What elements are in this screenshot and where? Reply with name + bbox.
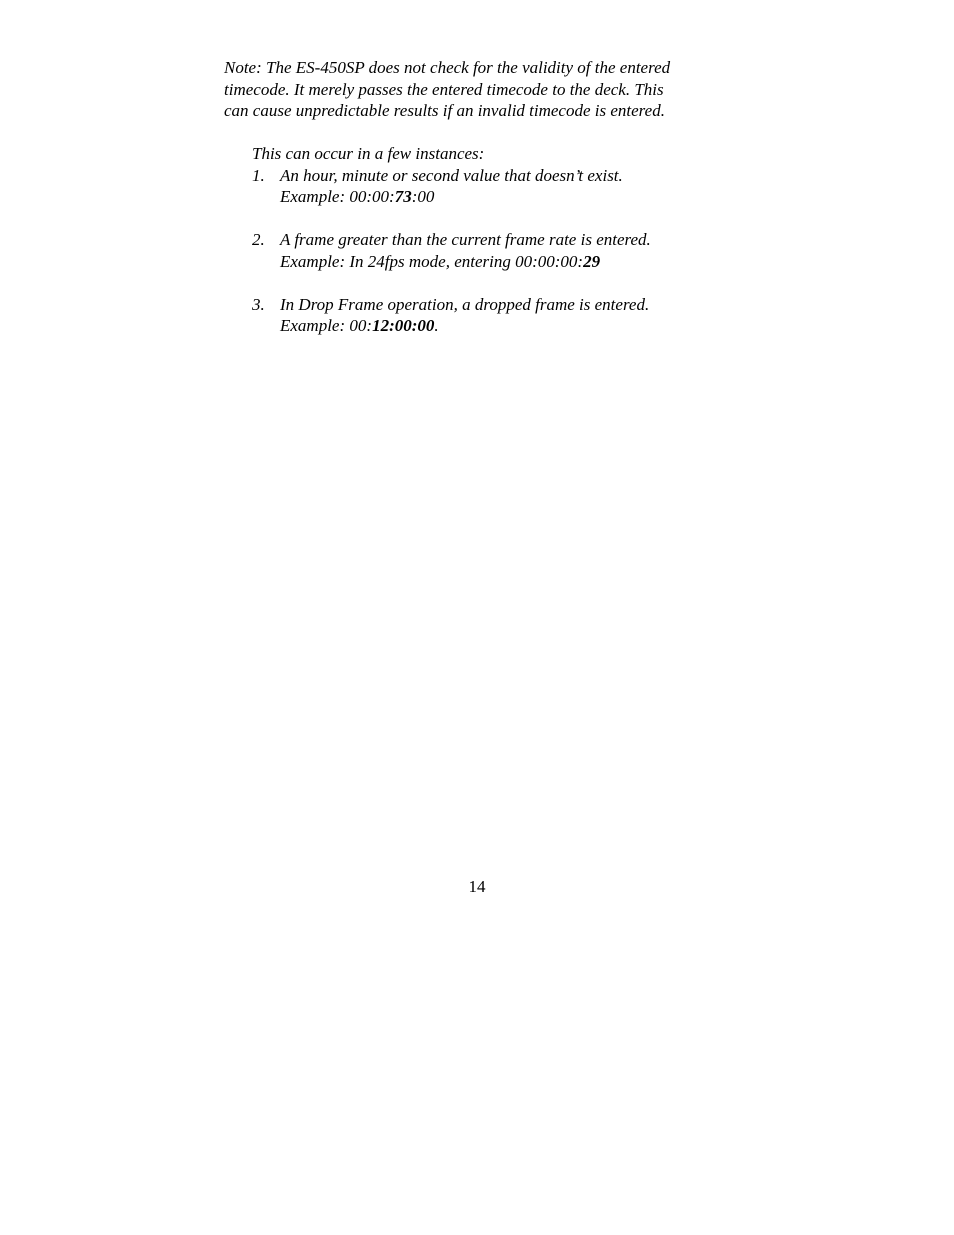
page-number: 14	[468, 877, 486, 896]
note-line: timecode. It merely passes the entered timecode to the deck. This	[224, 79, 664, 99]
list-item-example	[280, 315, 772, 337]
example-prefix: Example: 00:00:	[280, 187, 395, 206]
list-item	[252, 165, 772, 208]
list-item-example	[280, 251, 772, 273]
example-suffix: :00	[411, 187, 435, 206]
list-item-text: An hour, minute or second value that doesn’t exist.	[280, 165, 623, 185]
example-highlight: 12:00:00	[372, 316, 435, 335]
list-item	[252, 294, 772, 337]
list-item-number: 3.	[252, 294, 265, 314]
list-item-text: In Drop Frame operation, a dropped frame is entered.	[280, 294, 650, 314]
instances-intro: This can occur in a few instances:	[252, 144, 485, 163]
example-highlight: 29	[583, 251, 601, 271]
note-line: Note: The ES-450SP does not check for the validity of the entered	[224, 58, 671, 77]
list-item-number: 1.	[252, 165, 265, 185]
example-prefix: Example: 00:	[280, 316, 373, 335]
note-paragraph	[224, 57, 744, 122]
example-highlight: 73	[394, 187, 412, 206]
list-item-text: A frame greater than the current frame rate is entered.	[280, 230, 651, 249]
list-item	[252, 229, 772, 272]
note-line: can cause unpredictable results if an invalid timecode is entered.	[224, 101, 665, 120]
example-suffix: .	[434, 316, 439, 335]
list-item-number: 2.	[252, 230, 265, 249]
example-prefix: Example: In 24fps mode, entering 00:00:00:	[280, 251, 584, 271]
list-item-example	[280, 186, 772, 208]
instances-section	[252, 143, 772, 337]
